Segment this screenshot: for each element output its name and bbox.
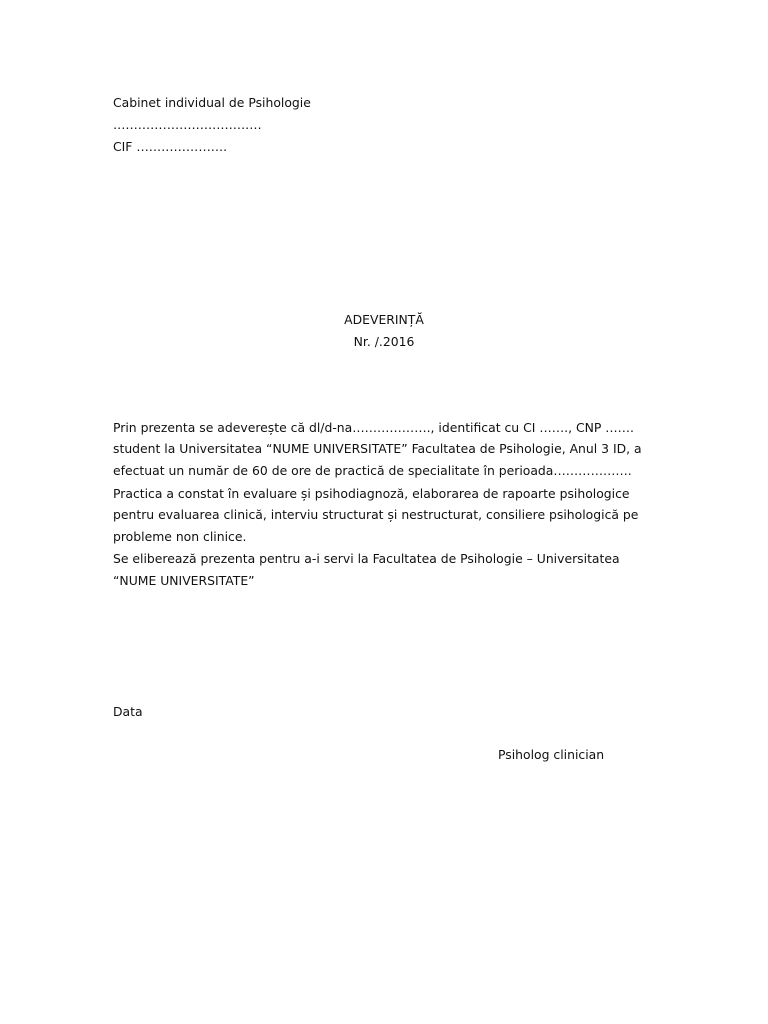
body-line-4: Practica a constat în evaluare și psihodiagnoză, elaborarea de rapoarte psihologice <box>113 486 630 501</box>
signature-label: Psiholog clinician <box>498 747 605 762</box>
header-address-placeholder: ……………………………… <box>113 117 262 132</box>
body-line-3: efectuat un număr de 60 de ore de practică de specialitate în perioada………………. <box>113 463 632 478</box>
date-label: Data <box>113 704 143 719</box>
body-line-6: probleme non clinice. <box>113 529 247 544</box>
header-cabinet-name: Cabinet individual de Psihologie <box>113 95 311 110</box>
body-line-1: Prin prezenta se adeverește că dl/d-na………………., identificat cu CI ……., CNP ……. <box>113 420 634 435</box>
body-line-8: “NUME UNIVERSITATE” <box>113 573 255 588</box>
header-cif: CIF …………………. <box>113 139 228 154</box>
body-line-2: student la Universitatea “NUME UNIVERSITATE” Facultatea de Psihologie, Anul 3 ID, a <box>113 441 642 456</box>
body-line-5: pentru evaluarea clinică, interviu structurat și nestructurat, consiliere psihologică pe <box>113 507 639 522</box>
document-title: ADEVERINȚĂ <box>344 312 424 327</box>
body-line-7: Se eliberează prezenta pentru a-i servi la Facultatea de Psihologie – Universitatea <box>113 551 620 566</box>
document-number: Nr. /.2016 <box>353 334 415 349</box>
